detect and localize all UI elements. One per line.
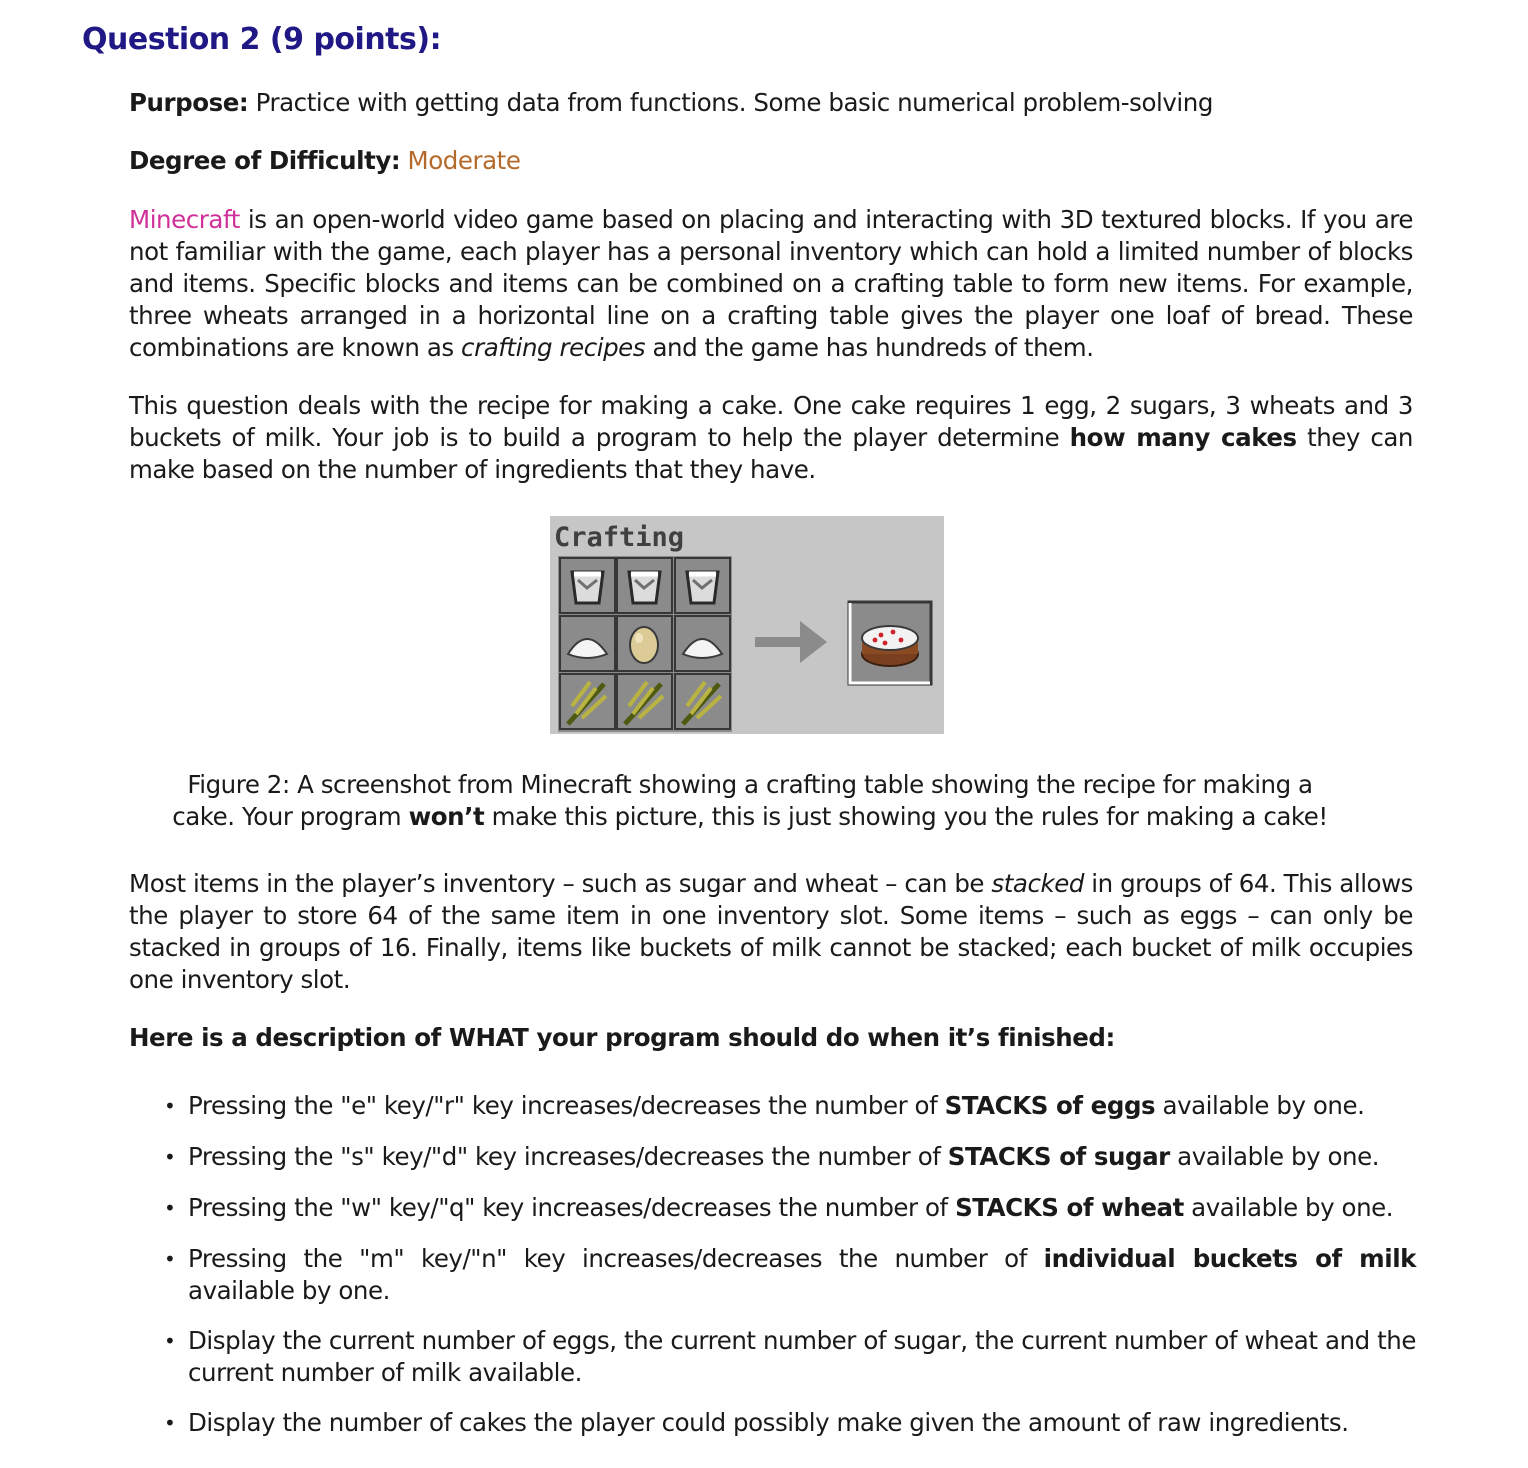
figure-caption xyxy=(150,769,1350,833)
list-item xyxy=(160,1192,1416,1224)
crafting-label: Crafting xyxy=(554,522,685,553)
difficulty-label: Degree of Difficulty: xyxy=(129,146,401,175)
slot-sugar xyxy=(560,616,615,671)
difficulty-line xyxy=(129,145,1413,177)
caption-line-1: Figure 2: A screenshot from Minecraft showing a crafting table showing the recipe for making a xyxy=(187,770,1313,799)
caption-text-pre: cake. Your program xyxy=(172,802,409,831)
list-item-text: Pressing the "w" key/"q" key increases/decreases the number of xyxy=(188,1193,956,1222)
list-item-text: Display the number of cakes the player could possibly make given the amount of raw ingredients. xyxy=(188,1408,1349,1437)
intro-paragraph xyxy=(129,204,1413,364)
list-item xyxy=(160,1407,1416,1439)
purpose-label: Purpose: xyxy=(129,88,249,117)
slot-egg xyxy=(617,616,672,671)
list-item xyxy=(160,1325,1416,1389)
list-item xyxy=(160,1141,1416,1173)
slot-wheat xyxy=(617,674,672,729)
task-bold: how many cakes xyxy=(1069,423,1297,452)
list-item-text: available by one. xyxy=(188,1276,390,1305)
result-slot xyxy=(849,602,931,684)
list-item-text: available by one. xyxy=(1155,1091,1365,1120)
list-item-text: available by one. xyxy=(1169,1142,1380,1171)
cake-icon xyxy=(862,626,918,666)
difficulty-value: Moderate xyxy=(407,146,521,175)
stacking-text-1: Most items in the player’s inventory – such as sugar and wheat – can be xyxy=(129,869,992,898)
stacking-italic: stacked xyxy=(991,869,1084,898)
list-item-bold: individual buckets of milk xyxy=(1043,1244,1416,1273)
list-item-text: Pressing the "s" key/"d" key increases/decreases the number of xyxy=(188,1142,948,1171)
caption-text-post: make this picture, this is just showing you the rules for making a cake! xyxy=(484,802,1328,831)
stacking-paragraph xyxy=(129,868,1413,996)
task-text-1: This question deals with the recipe for making a cake. One cake requires 1 egg, 2 sugars, 3 wheats and 3 buckets of milk. Your job is to build a program to help the player determine xyxy=(129,391,1413,452)
intro-text-1: is an open-world video game based on placing and interacting with 3D textured blocks. If you are not familiar with the game, each player has a personal inventory which can hold a limited number of blocks and items. Specific blocks and items can be combined on a crafting table to form new items. For example, three wheats arranged in a horizontal line on a crafting table gives the player one loaf of bread. These combinations are known as xyxy=(129,205,1413,362)
crafting-grid xyxy=(558,556,732,732)
list-item xyxy=(160,1090,1416,1122)
list-item-text: Display the current number of eggs, the current number of sugar, the current number of wheat and the current number of milk available. xyxy=(188,1326,1416,1387)
question-title: Question 2 (9 points): xyxy=(82,22,442,57)
list-item-text: Pressing the "e" key/"r" key increases/decreases the number of xyxy=(188,1091,945,1120)
description-heading xyxy=(129,1022,1413,1054)
purpose-text: Practice with getting data from functions. Some basic numerical problem-solving xyxy=(255,88,1213,117)
crafting-figure xyxy=(550,516,944,734)
list-item-bold: STACKS of wheat xyxy=(955,1193,1184,1222)
slot-wheat xyxy=(560,674,615,729)
list-item-text: available by one. xyxy=(1183,1193,1394,1222)
list-item-bold: STACKS of sugar xyxy=(947,1142,1170,1171)
list-item-bold: STACKS of eggs xyxy=(944,1091,1156,1120)
task-text-2: they can make based on the number of ingredients that they have. xyxy=(129,423,1414,484)
purpose-line xyxy=(129,87,1413,119)
slot-wheat xyxy=(675,674,730,729)
minecraft-link[interactable]: Minecraft xyxy=(129,205,240,234)
egg-icon xyxy=(630,627,658,663)
intro-italic: crafting recipes xyxy=(461,333,646,362)
slot-milk-bucket xyxy=(617,558,672,613)
stacking-text-2: in groups of 64. This allows the player to store 64 of the same item in one inventory slot. Some items – such as eggs – can only be stacked in groups of 16. Finally, items like buckets of milk cannot be stacked; each bucket of milk occupies one inventory slot. xyxy=(129,869,1413,994)
task-paragraph xyxy=(129,390,1413,486)
slot-sugar xyxy=(675,616,730,671)
list-item-text: Pressing the "m" key/"n" key increases/decreases the number of xyxy=(188,1244,1044,1273)
caption-bold: won’t xyxy=(408,802,485,831)
slot-milk-bucket xyxy=(675,558,730,613)
requirements-list xyxy=(160,1090,1416,1439)
list-item xyxy=(160,1243,1416,1307)
intro-text-2: and the game has hundreds of them. xyxy=(645,333,1094,362)
description-heading-text: Here is a description of WHAT your program should do when it’s finished: xyxy=(129,1023,1115,1052)
slot-milk-bucket xyxy=(560,558,615,613)
